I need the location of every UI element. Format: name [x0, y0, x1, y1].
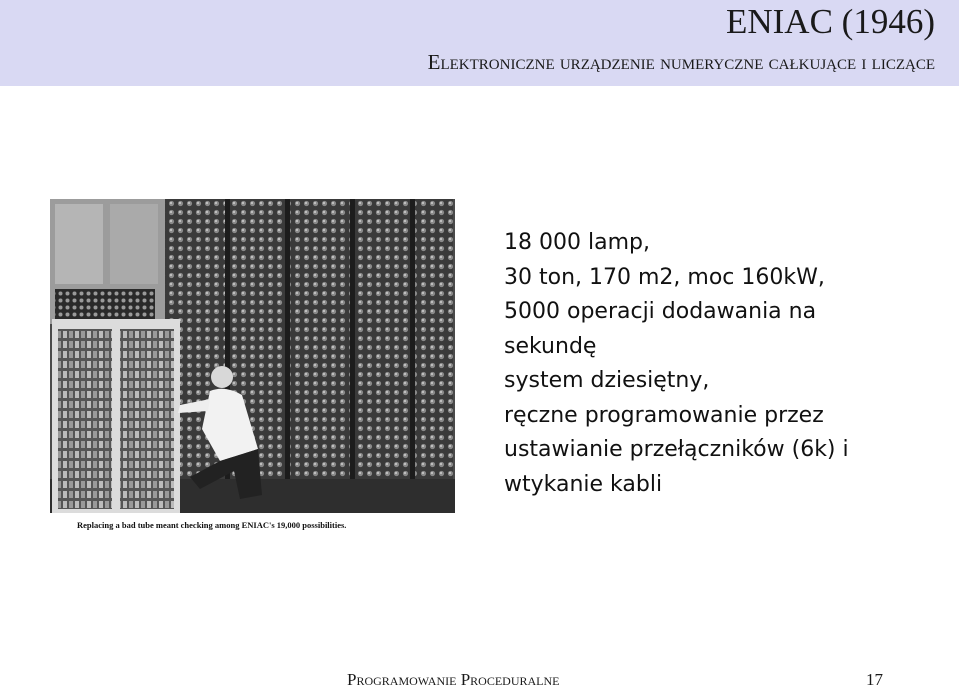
- fact-line: 30 ton, 170 m2, moc 160kW,: [504, 264, 825, 290]
- slide-title: ENIAC (1946): [726, 2, 935, 41]
- eniac-photo: [50, 199, 455, 533]
- page-number: 17: [866, 670, 883, 689]
- fact-line: 18 000 lamp,: [504, 230, 650, 255]
- eniac-facts-list: [504, 226, 934, 502]
- slide-header: [0, 0, 959, 86]
- fact-line: sekundę: [504, 333, 597, 359]
- fact-line: wtykanie kabli: [504, 471, 663, 497]
- fact-line: ręczne programowanie przez: [504, 402, 824, 428]
- slide-subtitle: Elektroniczne urządzenie numeryczne całkujące i liczące: [427, 50, 935, 74]
- photo-caption: Replacing a bad tube meant checking among ENIAC's 19,000 possibilities.: [77, 520, 347, 530]
- fact-line: system dziesiętny,: [504, 368, 710, 393]
- footer-title: Programowanie Proceduralne: [347, 670, 560, 689]
- fact-line: ustawianie przełączników (6k) i: [504, 437, 849, 462]
- fact-line: 5000 operacji dodawania na: [504, 299, 817, 324]
- eniac-photo-illustration: [50, 199, 455, 533]
